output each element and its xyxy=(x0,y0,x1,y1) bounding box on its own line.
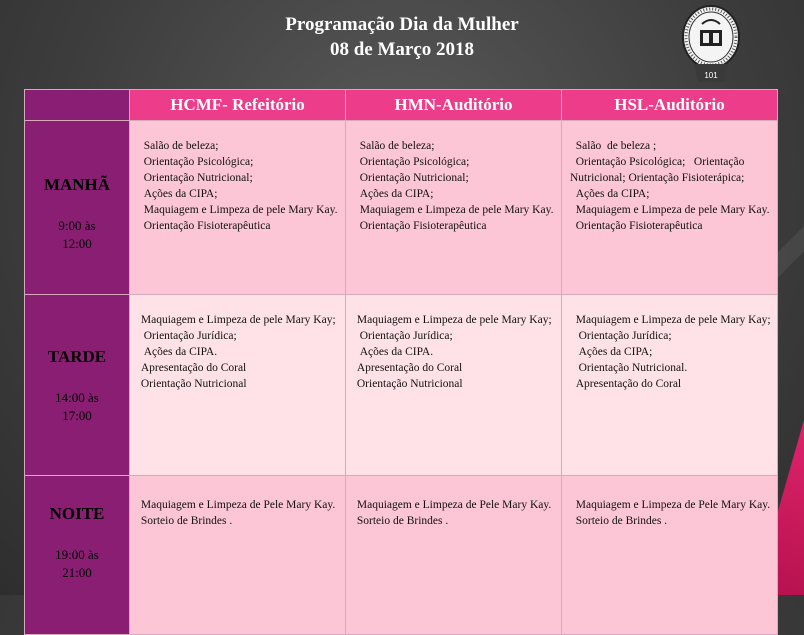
activity-item: Apresentação do Coral xyxy=(570,378,682,390)
period-name: MANHÃ xyxy=(43,175,111,194)
period-cell xyxy=(25,476,130,635)
column-header: HMN-Auditório xyxy=(346,90,562,121)
activity-item: Orientação Jurídica; xyxy=(354,330,453,342)
activity-item: Ações da CIPA; xyxy=(570,346,653,358)
table-row xyxy=(25,121,778,295)
activity-item: Maquiagem e Limpeza de Pele Mary Kay. xyxy=(138,499,336,511)
table-corner-cell xyxy=(25,90,130,121)
activity-item: Ações da CIPA. xyxy=(354,346,434,358)
activity-item: Sorteio de Brindes . xyxy=(570,515,668,527)
column-header: HCMF- Refeitório xyxy=(130,90,346,121)
activity-item: Orientação Fisioterapêutica xyxy=(138,220,271,232)
activity-item: Maquiagem e Limpeza de pele Mary Kay; xyxy=(354,314,552,326)
period-name: NOITE xyxy=(49,504,105,523)
activity-cell xyxy=(130,121,346,295)
activity-item: Ações da CIPA; xyxy=(354,188,434,200)
activity-item: Maquiagem e Limpeza de pele Mary Kay. xyxy=(138,204,338,216)
activity-item: Maquiagem e Limpeza de Pele Mary Kay. xyxy=(570,499,771,511)
activity-cell xyxy=(562,121,778,295)
activity-cell xyxy=(130,295,346,476)
activity-cell xyxy=(130,476,346,635)
period-time: 9:00 às 12:00 xyxy=(58,218,96,251)
activity-item: Orientação Psicológica; Orientação Nutricional; Orientação Fisioterápica; xyxy=(570,156,748,184)
activity-item: Orientação Fisioterapêutica xyxy=(570,220,703,232)
activity-item: Orientação Jurídica; xyxy=(570,330,672,342)
activity-item: Maquiagem e Limpeza de pele Mary Kay. xyxy=(354,204,554,216)
activity-item: Orientação Nutricional xyxy=(354,378,463,390)
activity-item: Maquiagem e Limpeza de pele Mary Kay; xyxy=(570,314,771,326)
period-cell xyxy=(25,295,130,476)
schedule-table xyxy=(24,89,778,635)
activity-item: Orientação Psicológica; xyxy=(354,156,470,168)
activity-item: Sorteio de Brindes . xyxy=(354,515,449,527)
activity-item: Orientação Jurídica; xyxy=(138,330,237,342)
activity-item: Sorteio de Brindes . xyxy=(138,515,233,527)
logo-number: 101 xyxy=(704,71,718,80)
page-title: Programação Dia da Mulher xyxy=(285,14,519,35)
activity-item: Apresentação do Coral xyxy=(138,362,247,374)
activity-item: Orientação Nutricional xyxy=(138,378,247,390)
column-header: HSL-Auditório xyxy=(562,90,778,121)
activity-item: Ações da CIPA; xyxy=(570,188,650,200)
activity-cell xyxy=(562,476,778,635)
activity-item: Orientação Fisioterapêutica xyxy=(354,220,487,232)
activity-item: Salão de beleza ; xyxy=(570,140,657,152)
table-row xyxy=(25,476,778,635)
activity-cell xyxy=(562,295,778,476)
activity-item: Salão de beleza; xyxy=(138,140,219,152)
activity-item: Maquiagem e Limpeza de Pele Mary Kay. xyxy=(354,499,552,511)
event-date: 08 de Março 2018 xyxy=(329,39,475,60)
activity-cell xyxy=(346,295,562,476)
period-time: 14:00 às 17:00 xyxy=(55,390,99,423)
activity-cell xyxy=(346,121,562,295)
table-header-row xyxy=(25,90,778,121)
activity-item: Salão de beleza; xyxy=(354,140,435,152)
activity-item: Maquiagem e Limpeza de pele Mary Kay; xyxy=(138,314,336,326)
activity-item: Ações da CIPA. xyxy=(138,346,218,358)
table-row xyxy=(25,295,778,476)
activity-item: Maquiagem e Limpeza de pele Mary Kay. xyxy=(570,204,770,216)
period-cell xyxy=(25,121,130,295)
period-name: TARDE xyxy=(47,347,107,366)
activity-item: Orientação Nutricional; xyxy=(138,172,253,184)
period-time: 19:00 às 21:00 xyxy=(55,547,99,580)
activity-cell xyxy=(346,476,562,635)
activity-item: Apresentação do Coral xyxy=(354,362,463,374)
logo-seal-icon xyxy=(680,4,742,86)
activity-item: Orientação Nutricional. xyxy=(570,362,688,374)
activity-item: Orientação Nutricional; xyxy=(354,172,469,184)
activity-item: Ações da CIPA; xyxy=(138,188,218,200)
activity-item: Orientação Psicológica; xyxy=(138,156,254,168)
